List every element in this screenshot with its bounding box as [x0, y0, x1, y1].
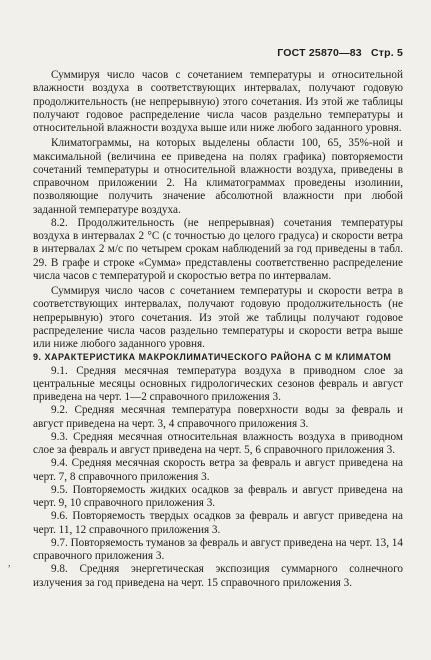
list-item: 9.2. Средняя месячная температура поверхности воды за февраль и август приведена на черт. 3, 4 справочного приложения 3.: [33, 404, 403, 430]
list-item: 9.4. Средняя месячная скорость ветра за февраль и август приведена на черт. 7, 8 справочного приложения 3.: [33, 457, 403, 483]
paragraph: 8.2. Продолжительность (не непрерывная) сочетания температуры воздуха в интервалах 2 °С (с точностью до целого градуса) и скорости ветра в интервалах 2 м/с по четырем срокам наблюдений за год приведены в табл. 29. В графе и строке «Сумма» представлены соответственно распределение числа часов с температурой и скоростью ветра по интервалам.: [33, 216, 403, 282]
standard-number: ГОСТ 25870—83: [277, 47, 362, 59]
page-number: Стр. 5: [370, 47, 403, 59]
paragraph: Суммируя число часов с сочетанием температуры и относительной влажности воздуха в соответствующих интервалах, получают годовую продолжительность (не непрерывную) этого сочетания. Из этой же таблицы получают годовое распределение числа часов раздельно температуры и относительной влажности воздуха выше или ниже любого заданного уровня.: [33, 69, 403, 134]
list-item: 9.3. Средняя месячная относительная влажность воздуха в приводном слое за февраль и август приведена на черт. 5, 6 справочного приложения 3.: [33, 430, 403, 456]
section-heading: 9. ХАРАКТЕРИСТИКА МАКРОКЛИМАТИЧЕСКОГО РАЙОНА С М КЛИМАТОМ: [33, 352, 392, 363]
list-item: 9.6. Повторяемость твердых осадков за февраль и август приведена на черт. 11, 12 справочного приложения 3.: [33, 510, 403, 536]
list-item: 9.1. Средняя месячная температура воздуха в приводном слое за центральные месяцы основных гидрологических сезонов февраль и август приведена на черт. 1—2 справочного приложения 3.: [33, 364, 403, 403]
list-item: 9.7. Повторяемость туманов за февраль и август приведена на черт. 13, 14 справочного приложения 3.: [33, 536, 403, 562]
body-text: [33, 69, 403, 590]
page-header: [271, 47, 403, 59]
paragraph: Климатограммы, на которых выделены области 100, 65, 35%-ной и максимальной (величина ее приведена на полях графика) повторяемости сочетаний температуры и относительной влажности воздуха, приведены в справочном приложении 2. На климатограммах проведены изолинии, позволяющие получить значение абсолютной влажности при любой заданной температуре воздуха.: [33, 137, 403, 216]
list-item: 9.5. Повторяемость жидких осадков за февраль и август приведена на черт. 9, 10 справочного приложения 3.: [33, 483, 403, 509]
margin-mark: ,: [8, 558, 11, 569]
paragraph: Суммируя число часов с сочетанием температуры и скорости ветра в соответствующих интервалах, получают годовую продолжительность (не непрерывную) этого сочетания. Из этой же таблицы получают годовое распределение числа часов раздельно температуры и скорости ветра выше или ниже любого заданного уровня.: [33, 285, 403, 350]
list-item: 9.8. Средняя энергетическая экспозиция суммарного солнечного излучения за год приведена на черт. 15 справочного приложения 3.: [33, 563, 403, 589]
